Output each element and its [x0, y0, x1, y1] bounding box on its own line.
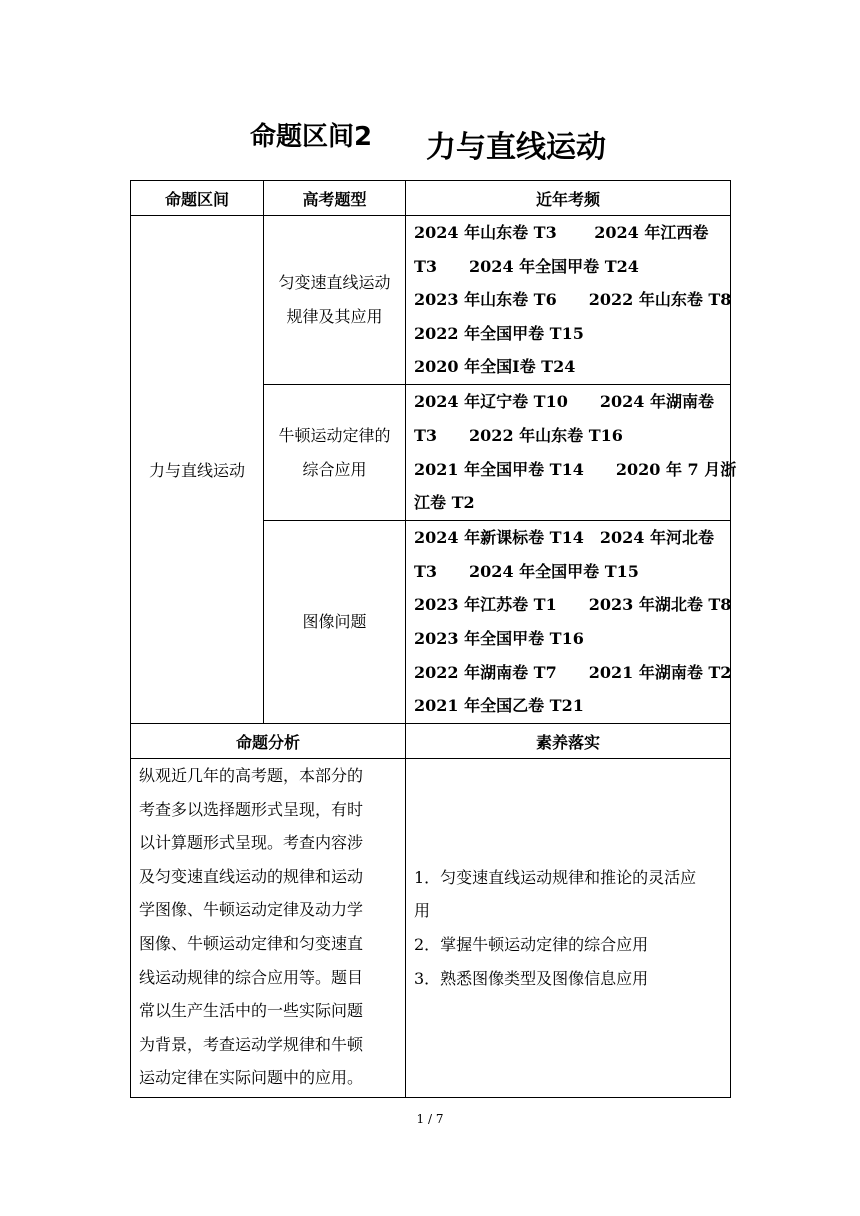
frequency-line: 2021 年全国乙卷 T21 — [414, 696, 584, 716]
header-frequency: 近年考频 — [406, 181, 731, 216]
analysis-line: 图像、牛顿运动定律和匀变速直 — [139, 933, 364, 953]
frequency-cell — [406, 521, 731, 724]
page-title — [0, 114, 860, 164]
results-line: 3．熟悉图像类型及图像信息应用 — [414, 968, 649, 988]
type-label: 匀变速直线运动 — [278, 273, 391, 292]
frequency-cell — [406, 385, 737, 521]
analysis-line: 以计算题形式呈现。考查内容涉 — [139, 833, 364, 853]
frequency-cell — [406, 216, 731, 385]
title-section-number: 命题区间2 — [250, 122, 373, 152]
frequency-line: 2022 年湖南卷 T7 2021 年湖南卷 T2 — [414, 662, 732, 682]
analysis-line: 学图像、牛顿运动定律及动力学 — [139, 900, 364, 920]
type-label: 综合应用 — [302, 459, 367, 479]
frequency-line: 2023 年山东卷 T6 2022 年山东卷 T8 — [414, 290, 732, 310]
frequency-line: T3 2024 年全国甲卷 T15 — [414, 561, 639, 581]
title-topic: 力与直线运动 — [426, 130, 606, 165]
type-cell — [264, 216, 406, 385]
frequency-line: 2020 年全国Ⅰ卷 T24 — [414, 357, 576, 377]
analysis-line: 为背景，考查运动学规律和牛顿 — [139, 1034, 364, 1054]
analysis-line: 纵观近几年的高考题，本部分的 — [139, 766, 364, 785]
results-line: 用 — [414, 901, 431, 921]
header-analysis: 命题分析 — [131, 724, 406, 759]
results-line: 2．掌握牛顿运动定律的综合应用 — [414, 935, 649, 954]
frequency-line: 2024 年辽宁卷 T10 2024 年湖南卷 — [414, 392, 714, 412]
table-row — [131, 759, 731, 1098]
type-label: 牛顿运动定律的 — [278, 425, 391, 445]
topic-cell: 力与直线运动 — [131, 216, 264, 724]
analysis-line: 考查多以选择题形式呈现，有时 — [139, 799, 364, 819]
table-header-row — [131, 724, 731, 759]
header-range: 命题区间 — [131, 181, 264, 216]
frequency-line: 江卷 T2 — [414, 493, 475, 513]
header-type: 高考题型 — [264, 181, 406, 216]
table-header-row — [131, 181, 731, 216]
results-cell — [406, 759, 731, 1098]
table-row — [131, 216, 731, 385]
frequency-line: 2023 年全国甲卷 T16 — [414, 629, 584, 648]
frequency-line: 2024 年山东卷 T3 2024 年江西卷 — [414, 223, 709, 243]
type-label: 图像问题 — [302, 612, 367, 631]
frequency-line: 2022 年全国甲卷 T15 — [414, 323, 584, 343]
frequency-line: 2021 年全国甲卷 T14 2020 年 7 月浙 — [414, 459, 737, 479]
type-cell — [264, 521, 406, 724]
results-line: 1．匀变速直线运动规律和推论的灵活应 — [414, 867, 697, 887]
frequency-line: T3 2024 年全国甲卷 T24 — [414, 256, 639, 276]
analysis-cell — [131, 759, 406, 1098]
header-results: 素养落实 — [406, 724, 731, 759]
frequency-line: 2023 年江苏卷 T1 2023 年湖北卷 T8 — [414, 595, 732, 615]
analysis-line: 线运动规律的综合应用等。题目 — [139, 967, 364, 987]
type-label: 规律及其应用 — [286, 307, 383, 326]
analysis-line: 常以生产生活中的一些实际问题 — [139, 1001, 364, 1021]
frequency-line: 2024 年新课标卷 T14 2024 年河北卷 — [414, 528, 714, 548]
frequency-line: T3 2022 年山东卷 T16 — [414, 425, 623, 445]
analysis-line: 及匀变速直线运动的规律和运动 — [139, 866, 364, 886]
type-cell — [264, 385, 406, 521]
analysis-line: 运动定律在实际问题中的应用。 — [139, 1068, 364, 1088]
exam-table — [130, 180, 737, 1098]
page-number: 1 / 7 — [416, 1112, 444, 1126]
